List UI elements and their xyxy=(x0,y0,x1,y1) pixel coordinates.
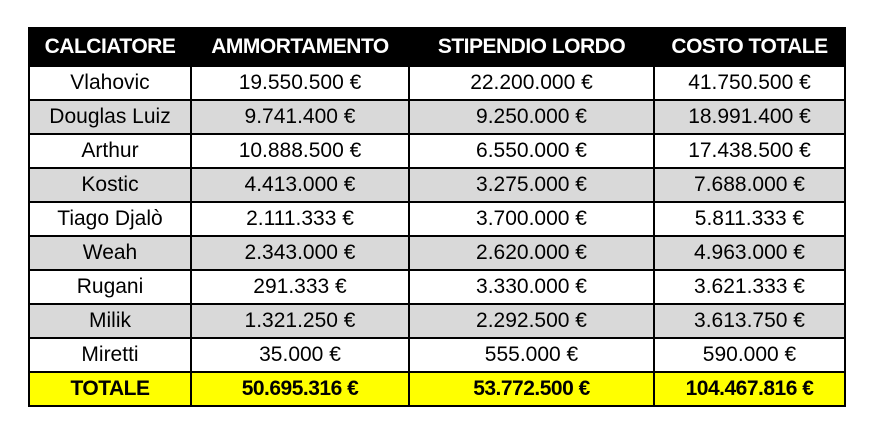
cell-player: Vlahovic xyxy=(29,66,191,100)
cell-costo: 18.991.400 € xyxy=(654,100,845,134)
table-row xyxy=(29,338,845,372)
cell-stipendio: 6.550.000 € xyxy=(409,134,654,168)
total-label: TOTALE xyxy=(29,372,191,406)
cell-ammortamento: 291.333 € xyxy=(191,270,409,304)
cell-ammortamento: 4.413.000 € xyxy=(191,168,409,202)
table-body xyxy=(29,66,845,372)
cell-ammortamento: 35.000 € xyxy=(191,338,409,372)
cell-player: Rugani xyxy=(29,270,191,304)
table-row xyxy=(29,134,845,168)
table-row xyxy=(29,202,845,236)
cell-player: Kostic xyxy=(29,168,191,202)
table-row xyxy=(29,270,845,304)
cell-costo: 3.621.333 € xyxy=(654,270,845,304)
total-stipendio: 53.772.500 € xyxy=(409,372,654,406)
header-costo-totale: COSTO TOTALE xyxy=(654,28,845,66)
cell-player: Milik xyxy=(29,304,191,338)
table-footer xyxy=(29,372,845,406)
cell-stipendio: 555.000 € xyxy=(409,338,654,372)
cell-player: Arthur xyxy=(29,134,191,168)
player-cost-table xyxy=(28,27,846,407)
cell-player: Miretti xyxy=(29,338,191,372)
cell-ammortamento: 2.343.000 € xyxy=(191,236,409,270)
cell-costo: 17.438.500 € xyxy=(654,134,845,168)
cell-ammortamento: 2.111.333 € xyxy=(191,202,409,236)
cell-costo: 7.688.000 € xyxy=(654,168,845,202)
cell-stipendio: 9.250.000 € xyxy=(409,100,654,134)
cell-stipendio: 3.700.000 € xyxy=(409,202,654,236)
cell-stipendio: 3.275.000 € xyxy=(409,168,654,202)
table-row xyxy=(29,304,845,338)
cell-stipendio: 2.620.000 € xyxy=(409,236,654,270)
table-row xyxy=(29,100,845,134)
cell-ammortamento: 19.550.500 € xyxy=(191,66,409,100)
cell-player: Weah xyxy=(29,236,191,270)
cell-player: Douglas Luiz xyxy=(29,100,191,134)
table-row xyxy=(29,168,845,202)
table-row xyxy=(29,66,845,100)
cell-costo: 41.750.500 € xyxy=(654,66,845,100)
cell-costo: 5.811.333 € xyxy=(654,202,845,236)
total-ammortamento: 50.695.316 € xyxy=(191,372,409,406)
cell-costo: 4.963.000 € xyxy=(654,236,845,270)
header-stipendio-lordo: STIPENDIO LORDO xyxy=(409,28,654,66)
header-calciatore: CALCIATORE xyxy=(29,28,191,66)
cell-stipendio: 3.330.000 € xyxy=(409,270,654,304)
cell-costo: 590.000 € xyxy=(654,338,845,372)
table-row xyxy=(29,236,845,270)
cell-costo: 3.613.750 € xyxy=(654,304,845,338)
cell-ammortamento: 9.741.400 € xyxy=(191,100,409,134)
cell-ammortamento: 10.888.500 € xyxy=(191,134,409,168)
header-row xyxy=(29,28,845,66)
total-row xyxy=(29,372,845,406)
cost-table-container xyxy=(28,27,844,407)
header-ammortamento: AMMORTAMENTO xyxy=(191,28,409,66)
cell-stipendio: 2.292.500 € xyxy=(409,304,654,338)
cell-stipendio: 22.200.000 € xyxy=(409,66,654,100)
total-costo: 104.467.816 € xyxy=(654,372,845,406)
table-header xyxy=(29,28,845,66)
cell-player: Tiago Djalò xyxy=(29,202,191,236)
cell-ammortamento: 1.321.250 € xyxy=(191,304,409,338)
